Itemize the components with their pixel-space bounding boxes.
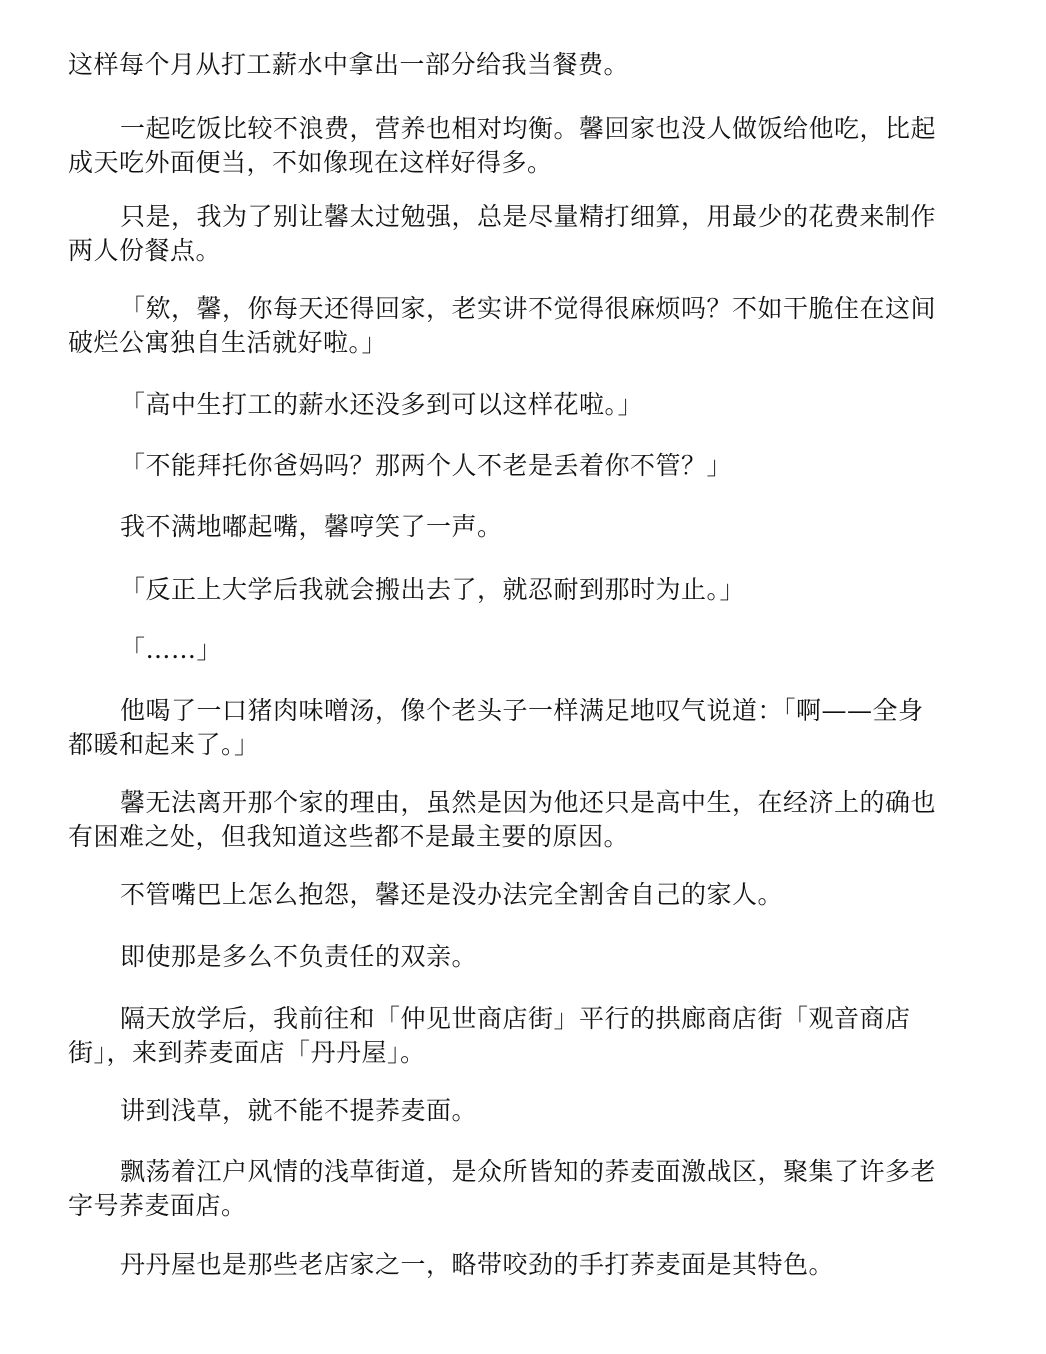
paragraph-8	[68, 573, 980, 607]
paragraph-14	[68, 1002, 980, 1070]
text-line: 即使那是多么不负责任的双亲。	[120, 942, 478, 971]
paragraph-16	[68, 1155, 980, 1223]
paragraph-11	[68, 786, 980, 854]
text-line: 隔天放学后，我前往和「仲见世商店街」平行的拱廊商店街「观音商店	[120, 1004, 911, 1033]
paragraph-6	[68, 449, 980, 483]
text-line: 他喝了一口猪肉味噌汤，像个老头子一样满足地叹气说道：「啊——全身	[120, 696, 924, 725]
text-line: 只是，我为了别让馨太过勉强，总是尽量精打细算，用最少的花费来制作	[120, 202, 937, 231]
text-line: 我不满地嘟起嘴，馨哼笑了一声。	[120, 512, 503, 541]
text-line: 字号荞麦面店。	[68, 1191, 247, 1220]
text-line: 有困难之处，但我知道这些都不是最主要的原因。	[68, 822, 630, 851]
text-line: 馨无法离开那个家的理由，虽然是因为他还只是高中生，在经济上的确也	[120, 788, 937, 817]
paragraph-1	[68, 48, 980, 82]
text-line: 街」，来到荞麦面店「丹丹屋」。	[68, 1038, 426, 1067]
paragraph-12	[68, 878, 980, 912]
paragraph-4	[68, 292, 980, 360]
text-line: 「高中生打工的薪水还没多到可以这样花啦。」	[120, 390, 644, 419]
text-line: 破烂公寓独自生活就好啦。」	[68, 328, 388, 357]
text-line: 两人份餐点。	[68, 236, 222, 265]
paragraph-13	[68, 940, 980, 974]
text-line: 这样每个月从打工薪水中拿出一部分给我当餐费。	[68, 50, 630, 79]
text-line: 成天吃外面便当，不如像现在这样好得多。	[68, 148, 553, 177]
paragraph-5	[68, 388, 980, 422]
paragraph-17	[68, 1248, 980, 1282]
text-line: 不管嘴巴上怎么抱怨，馨还是没办法完全割舍自己的家人。	[120, 880, 784, 909]
paragraph-10	[68, 694, 980, 762]
paragraph-15	[68, 1094, 980, 1128]
text-line: 一起吃饭比较不浪费，营养也相对均衡。馨回家也没人做饭给他吃，比起	[120, 114, 937, 143]
text-line: 丹丹屋也是那些老店家之一，略带咬劲的手打荞麦面是其特色。	[120, 1250, 835, 1279]
text-line: 都暖和起来了。」	[68, 730, 260, 759]
text-line: 「……」	[120, 635, 223, 664]
text-line: 讲到浅草，就不能不提荞麦面。	[120, 1096, 478, 1125]
text-line: 「不能拜托你爸妈吗？那两个人不老是丢着你不管？」	[120, 451, 733, 480]
paragraph-2	[68, 112, 980, 180]
text-line: 「欸，馨，你每天还得回家，老实讲不觉得很麻烦吗？不如干脆住在这间	[120, 294, 937, 323]
text-line: 飘荡着江户风情的浅草街道，是众所皆知的荞麦面激战区，聚集了许多老	[120, 1157, 937, 1186]
text-line: 「反正上大学后我就会搬出去了，就忍耐到那时为止。」	[120, 575, 746, 604]
paragraph-3	[68, 200, 980, 268]
paragraph-9	[68, 633, 980, 667]
paragraph-7	[68, 510, 980, 544]
